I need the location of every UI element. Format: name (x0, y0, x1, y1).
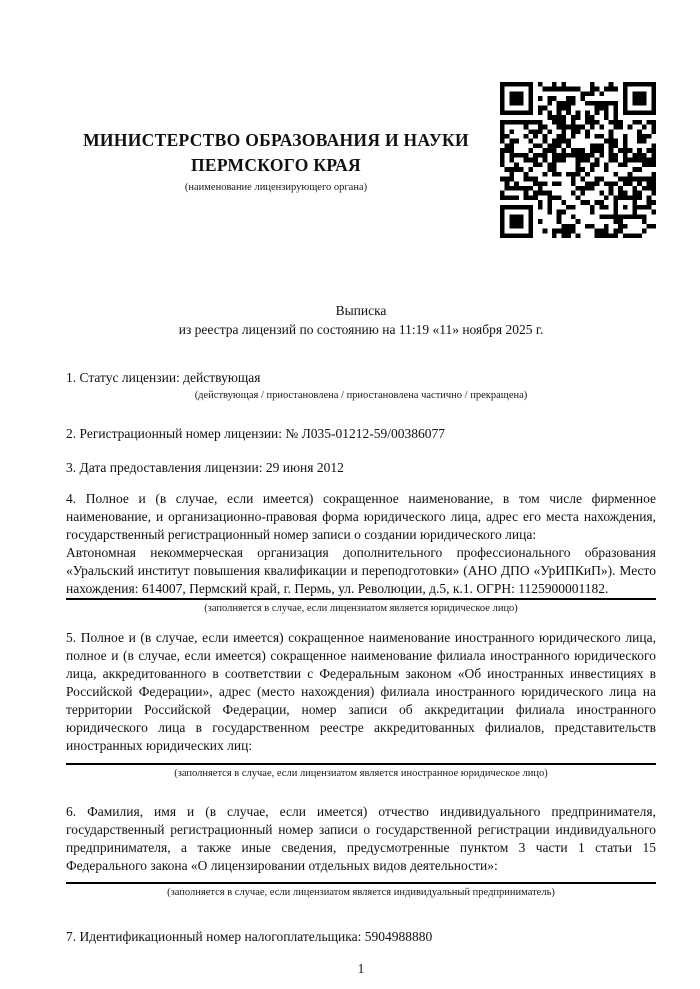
page-number: 1 (357, 961, 365, 976)
ministry-caption: (наименование лицензирующего органа) (184, 182, 368, 193)
item-taxpayer-number-text: 7. Идентификационный номер налогоплательщика: 5904988880 (66, 929, 433, 944)
item-legal-entity-label: 4. Полное и (в случае, если имеется) сокращенное наименование, в том числе фирменное наименование, и организационно-правовая форма юридического лица, адрес его места нахождения, государственный регистрационный номер записи о создании юридического лица: (66, 491, 656, 542)
document-header (66, 0, 656, 238)
document-title (66, 302, 656, 339)
item-foreign-entity-label: 5. Полное и (в случае, если имеется) сокращенное наименование иностранного юридического лица, полное и (в случае, если имеется) сокращенное наименование филиала иностранного юридического лица, аккредитованного в соответствии с Федеральным законом «Об иностранных инвестициях в Российской Федерации», адрес (место нахождения) филиала иностранного юридического лица на территории Российской Федерации, номер записи об аккредитации филиала иностранного юридического лица в государственном реестре аккредитованных филиалов, представительств иностранных юридических лиц: (66, 630, 656, 753)
qr-code-icon (500, 82, 656, 238)
item-legal-entity-fill-caption: (заполняется в случае, если лицензиатом является юридическое лицо) (66, 598, 656, 616)
extract-items (66, 369, 656, 946)
item-license-status (66, 369, 656, 405)
item-registration-number-text: 2. Регистрационный номер лицензии: № Л035-01212-59/00386077 (66, 426, 446, 441)
item-foreign-entity (66, 629, 656, 781)
item-individual-entrepreneur (66, 803, 656, 900)
item-taxpayer-number (66, 928, 656, 946)
item-legal-entity (66, 490, 656, 616)
item-individual-entrepreneur-empty-value (66, 875, 656, 882)
item-license-status-text: 1. Статус лицензии: действующая (66, 370, 261, 385)
document-title-line1: Выписка (335, 303, 387, 318)
item-license-status-options: (действующая / приостановлена / приостановлена частично / прекращена) (194, 390, 528, 401)
document-title-line2: из реестра лицензий по состоянию на 11:19 «11» ноября 2025 г. (178, 321, 544, 337)
ministry-name-line1: МИНИСТЕРСТВО ОБРАЗОВАНИЯ И НАУКИ (83, 130, 469, 150)
item-foreign-entity-empty-value (66, 755, 656, 763)
item-individual-entrepreneur-label: 6. Фамилия, имя и (в случае, если имеется) отчество индивидуального предпринимателя, государственный регистрационный номер записи о государственной регистрации индивидуального предпринимателя, а также иные сведения, предусмотренные пунктом 3 части 1 статьи 15 Федерального закона «О лицензировании отдельных видов деятельности»: (66, 804, 656, 873)
item-grant-date (66, 459, 656, 477)
item-grant-date-text: 3. Дата предоставления лицензии: 29 июня 2012 (66, 460, 344, 475)
item-foreign-entity-fill-caption: (заполняется в случае, если лицензиатом является иностранное юридическое лицо) (66, 763, 656, 781)
item-individual-entrepreneur-fill-caption: (заполняется в случае, если лицензиатом является индивидуальный предприниматель) (66, 882, 656, 900)
ministry-name (66, 128, 486, 178)
ministry-name-line2: ПЕРМСКОГО КРАЯ (191, 155, 361, 175)
licensing-authority-block (66, 82, 500, 195)
item-registration-number (66, 425, 656, 443)
item-legal-entity-value: Автономная некоммерческая организация дополнительного профессионального образования «Уральский институт повышения квалификации и переподготовки» (АНО ДПО «УрИПКиП»). Место нахождения: 614007, Пермский край, г. Пермь, ул. Революции, д.5, к.1. ОГРН: 1125900001182. (66, 545, 656, 596)
